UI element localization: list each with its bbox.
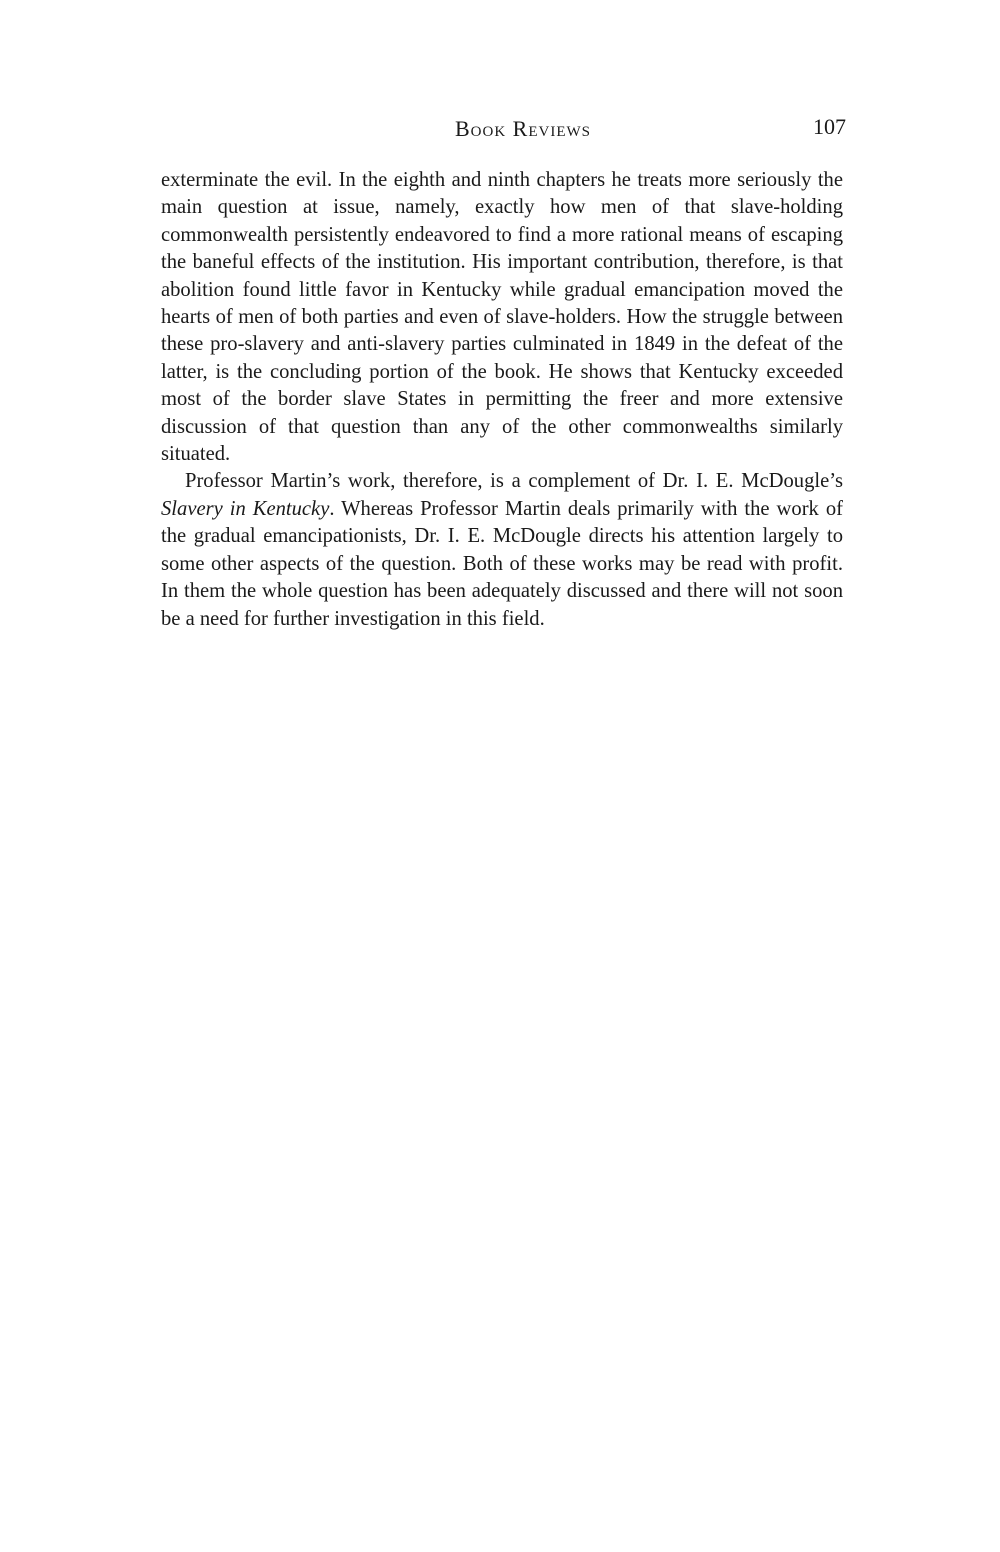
paragraph-continued: exterminate the evil. In the eighth and ninth chapters he treats more seriously the main question at issue, namely, exactly how men of that slave-holding commonwealth persistently endeavored to find a more rational means of escaping the baneful effects of the institution. His important contribution, therefore, is that abolition found little favor in Kentucky while gradual emancipation moved the hearts of men of both parties and even of slave-holders. How the struggle between these pro-slavery and anti-slavery parties culminated in 1849 in the defeat of the latter, is the concluding portion of the book. He shows that Kentucky exceeded most of the border slave States in permitting the freer and more extensive discussion of that question than any of the other commonwealths similarly situated. <box>161 169 843 466</box>
book-title-italic: Slavery in Kentucky <box>161 497 330 520</box>
paragraph-text-after-title: . Whereas Professor Martin deals primarily with the work of the gradual emancipationists, Dr. I. E. McDougle directs his attention largely to some other aspects of the question. Both of these works may be read with profit. In them the whole question has been adequately discussed and there will not soon be a need for further investigation in this field. <box>161 497 843 630</box>
page-number: 107 <box>813 114 846 139</box>
paragraph-complement <box>161 468 843 632</box>
body-text <box>161 167 843 633</box>
running-title: Book Reviews <box>455 116 591 141</box>
running-head <box>160 112 846 148</box>
paragraph-text-before-title: Professor Martin’s work, therefore, is a complement of Dr. I. E. McDougle’s <box>185 470 843 493</box>
